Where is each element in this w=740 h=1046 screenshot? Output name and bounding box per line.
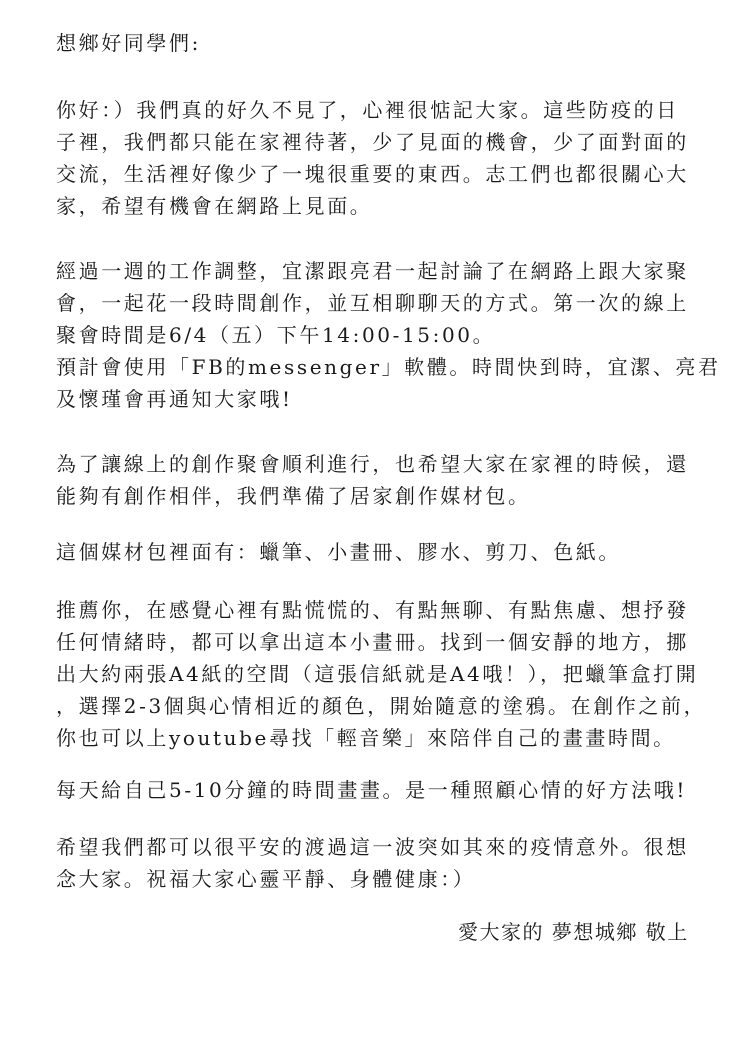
- paragraph-line: 交流，生活裡好像少了一塊很重要的東西。志工們也都很關心大: [56, 162, 689, 186]
- paragraph-line: 聚會時間是6/4（五）下午14:00-15:00。: [56, 323, 496, 347]
- signature: 愛大家的 夢想城鄉 敬上: [458, 920, 689, 944]
- paragraph-line: 念大家。祝福大家心靈平靜、身體健康：）: [56, 867, 476, 891]
- paragraph-line: 出大約兩張A4紙的空間（這張信紙就是A4哦！），把蠟筆盒打開: [56, 662, 699, 686]
- paragraph-line: 會，一起花一段時間創作，並互相聊聊天的方式。第一次的線上: [56, 291, 689, 315]
- paragraph-line: 推薦你，在感覺心裡有點慌慌的、有點無聊、有點焦慮、想抒發: [56, 598, 689, 622]
- paragraph-line: 任何情緒時，都可以拿出這本小畫冊。找到一個安靜的地方，挪: [56, 630, 689, 654]
- paragraph-line: 子裡，我們都只能在家裡待著，少了見面的機會，少了面對面的: [56, 130, 689, 154]
- paragraph-line: 這個媒材包裡面有：蠟筆、小畫冊、膠水、剪刀、色紙。: [56, 540, 621, 564]
- paragraph-line: 你也可以上youtube尋找「輕音樂」來陪伴自己的畫畫時間。: [56, 726, 676, 750]
- paragraph-line: 預計會使用「FB的messenger」軟體。時間快到時，宜潔、亮君: [56, 355, 721, 379]
- paragraph-line: 希望我們都可以很平安的渡過這一波突如其來的疫情意外。很想: [56, 835, 689, 859]
- paragraph-line: 家，希望有機會在網路上見面。: [56, 194, 373, 218]
- paragraph-line: ，選擇2-3個與心情相近的顏色，開始隨意的塗鴉。在創作之前，: [56, 694, 707, 718]
- paragraph-line: 及懷瑾會再通知大家哦!: [56, 387, 293, 411]
- paragraph-line: 經過一週的工作調整，宜潔跟亮君一起討論了在網路上跟大家聚: [56, 259, 689, 283]
- paragraph-line: 每天給自己5-10分鐘的時間畫畫。是一種照顧心情的好方法哦!: [56, 778, 687, 802]
- paragraph-line: 你好：）我們真的好久不見了，心裡很惦記大家。這些防疫的日: [56, 98, 679, 122]
- paragraph-line: 能夠有創作相伴，我們準備了居家創作媒材包。: [56, 484, 531, 508]
- paragraph-line: 為了讓線上的創作聚會順利進行，也希望大家在家裡的時候，還: [56, 452, 689, 476]
- greeting: 想鄉好同學們:: [56, 31, 201, 55]
